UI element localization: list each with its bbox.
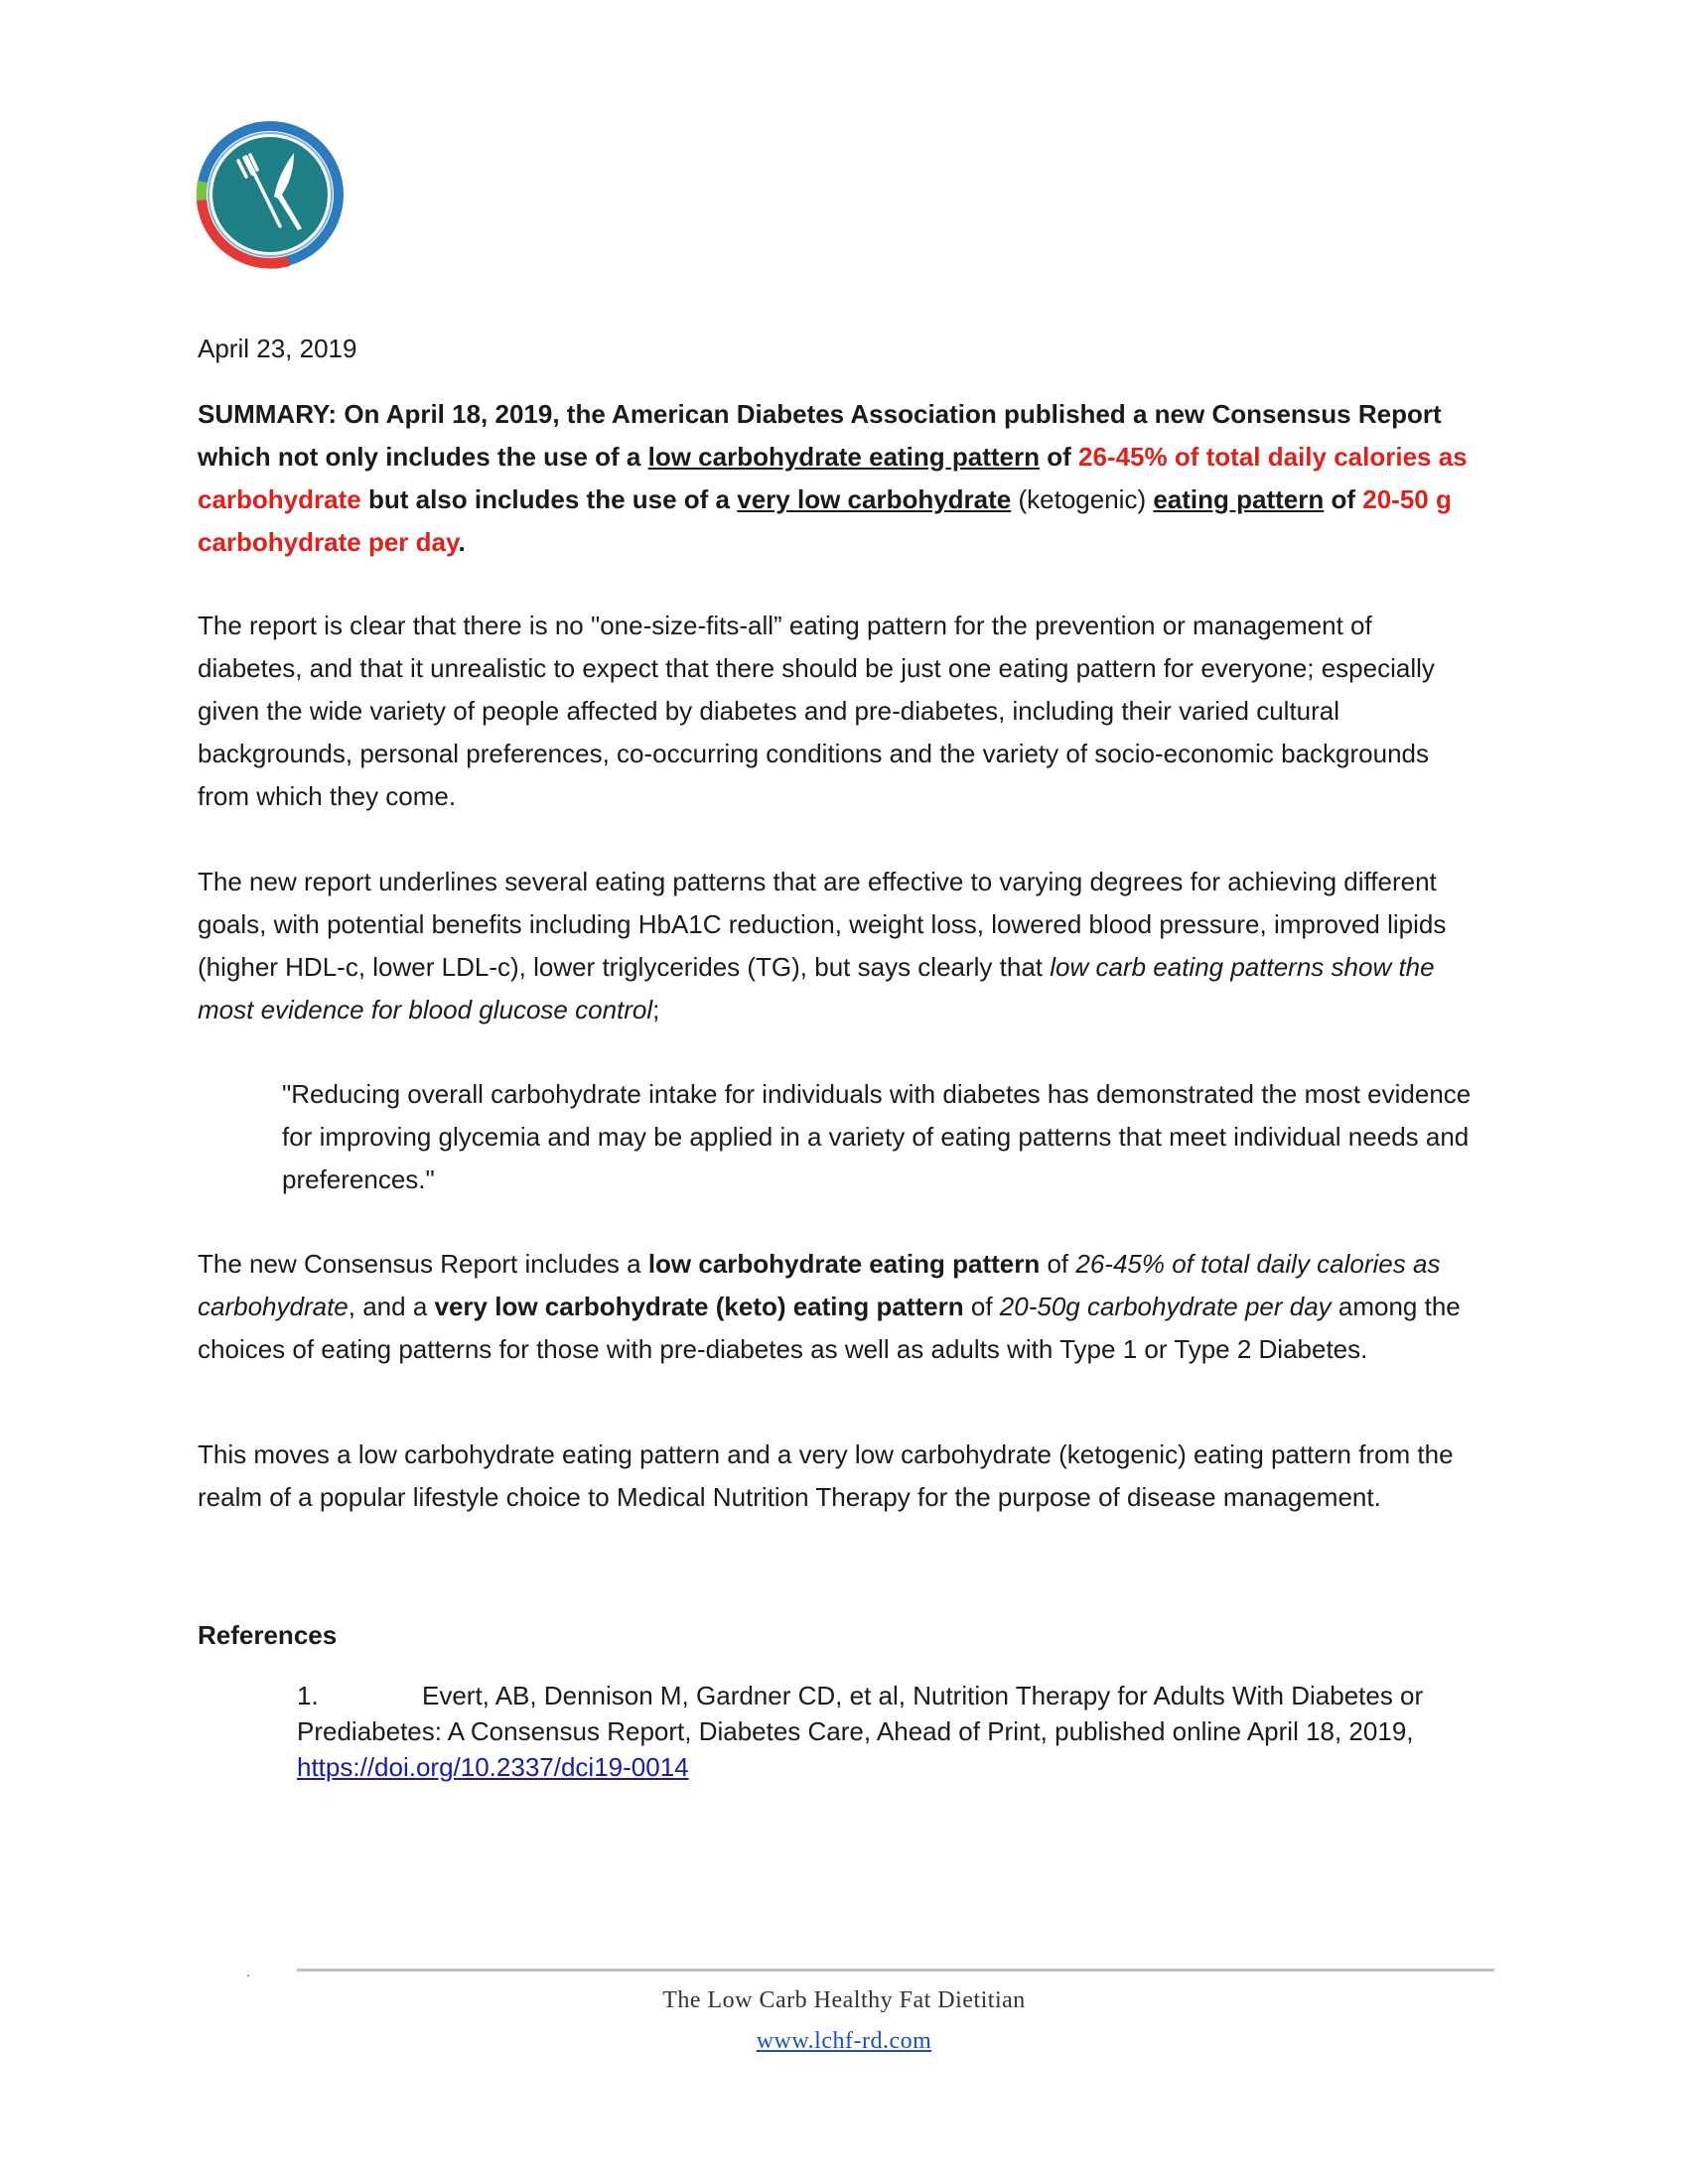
reference-doi-link[interactable]: https://doi.org/10.2337/dci19-0014 [297,1752,689,1782]
summary-text: . [458,527,466,557]
footer-website-link[interactable]: www.lchf-rd.com [756,2028,932,2054]
footer-website [0,2028,1688,2055]
summary-text: but also includes the use of a [360,484,738,514]
footer-divider [297,1969,1494,1972]
paragraph-text: The new report underlines several eating patterns that are effective to varying degrees for achieving different goals, with potential benefits including HbA1C reduction, weight loss, lowered blood pressure, improved lipids (higher HDL-c, lower LDL-c), lower triglycerides (TG), but says clearly that [198,867,1447,982]
reference-number: 1. [297,1681,319,1710]
summary-eating-pattern-term: eating pattern [1153,484,1325,514]
document-date: April 23, 2019 [198,334,357,363]
logo-inner-plate [212,137,328,252]
paragraph-consensus-includes: The new Consensus Report includes a low carbohydrate eating pattern of 26-45% of total daily calories as carbohydrate, and a very low carbohydrate (keto) eating pattern of 20-50g carbohydrate per day among the choices of eating patterns for those with pre-diabetes as well as adults with Type 1 or Type 2 Diabetes. [198,1249,1461,1364]
paragraph-medical-nutrition: This moves a low carbohydrate eating pattern and a very low carbohydrate (ketogenic) eating pattern from the realm of a popular lifestyle choice to Medical Nutrition Therapy for the purpose of disease management. [198,1439,1454,1512]
reference-text: Evert, AB, Dennison M, Gardner CD, et al, Nutrition Therapy for Adults With Diabetes or Prediabetes: A Consensus Report, Diabetes Care, Ahead of Print, published online April 18, 2019, [297,1681,1424,1746]
summary-ketogenic-note: (ketogenic) [1018,484,1147,514]
lchf-logo [195,119,346,270]
keto-pattern-bold: very low carbohydrate (keto) eating pattern [434,1292,964,1321]
summary-text: SUMMARY: On April 18, 2019, the American Diabetes Association published a new Consensus Report which not only includes the use of a [198,399,1442,472]
summary-low-carb-range: 26-45% of total daily calories as carbohydrate [198,442,1468,514]
summary-very-low-carb-range: 20-50 g carbohydrate per day [198,484,1452,557]
low-carb-pattern-bold: low carbohydrate eating pattern [647,1249,1041,1279]
footer-organization-name: The Low Carb Healthy Fat Dietitian [662,1987,1026,2013]
paragraph-eating-patterns: The new report underlines several eating patterns that are effective to varying degrees for achieving different goals, with potential benefits including HbA1C reduction, weight loss, lowered blood pressure, improved lipids (higher HDL-c, lower LDL-c), lower triglycerides (TG), but says clearly that low carb eating patterns show the most evidence for blood glucose control; [198,867,1447,1024]
summary-very-low-carb-term: very low carbohydrate [737,484,1012,514]
summary-low-carb-term: low carbohydrate eating pattern [647,442,1041,472]
keto-range-italic: 20-50g carbohydrate per day [999,1292,1332,1321]
summary-text: of [1040,442,1079,472]
low-carb-range-italic: 26-45% of total daily calories as carbohydrate [198,1249,1441,1321]
footer-dot: . [246,1964,250,1979]
summary-paragraph [198,393,1478,564]
reference-item [297,1678,1488,1785]
block-quote: "Reducing overall carbohydrate intake for individuals with diabetes has demonstrated the most evidence for improving glycemia and may be applied in a variety of eating patterns that meet individual needs and preferences." [282,1079,1472,1194]
paragraph-italic-emphasis: low carb eating patterns show the most evidence for blood glucose control [198,952,1435,1024]
paragraph-one-size: The report is clear that there is no "one-size-fits-all” eating pattern for the prevention or management of diabetes, and that it unrealistic to expect that there should be just one eating pattern for everyone; especially given the wide variety of people affected by diabetes and pre-diabetes, including their varied cultural backgrounds, personal preferences, co-occurring conditions and the variety of socio-economic backgrounds from which they come. [198,611,1435,811]
summary-text: of [1324,484,1363,514]
references-heading: References [198,1620,338,1650]
